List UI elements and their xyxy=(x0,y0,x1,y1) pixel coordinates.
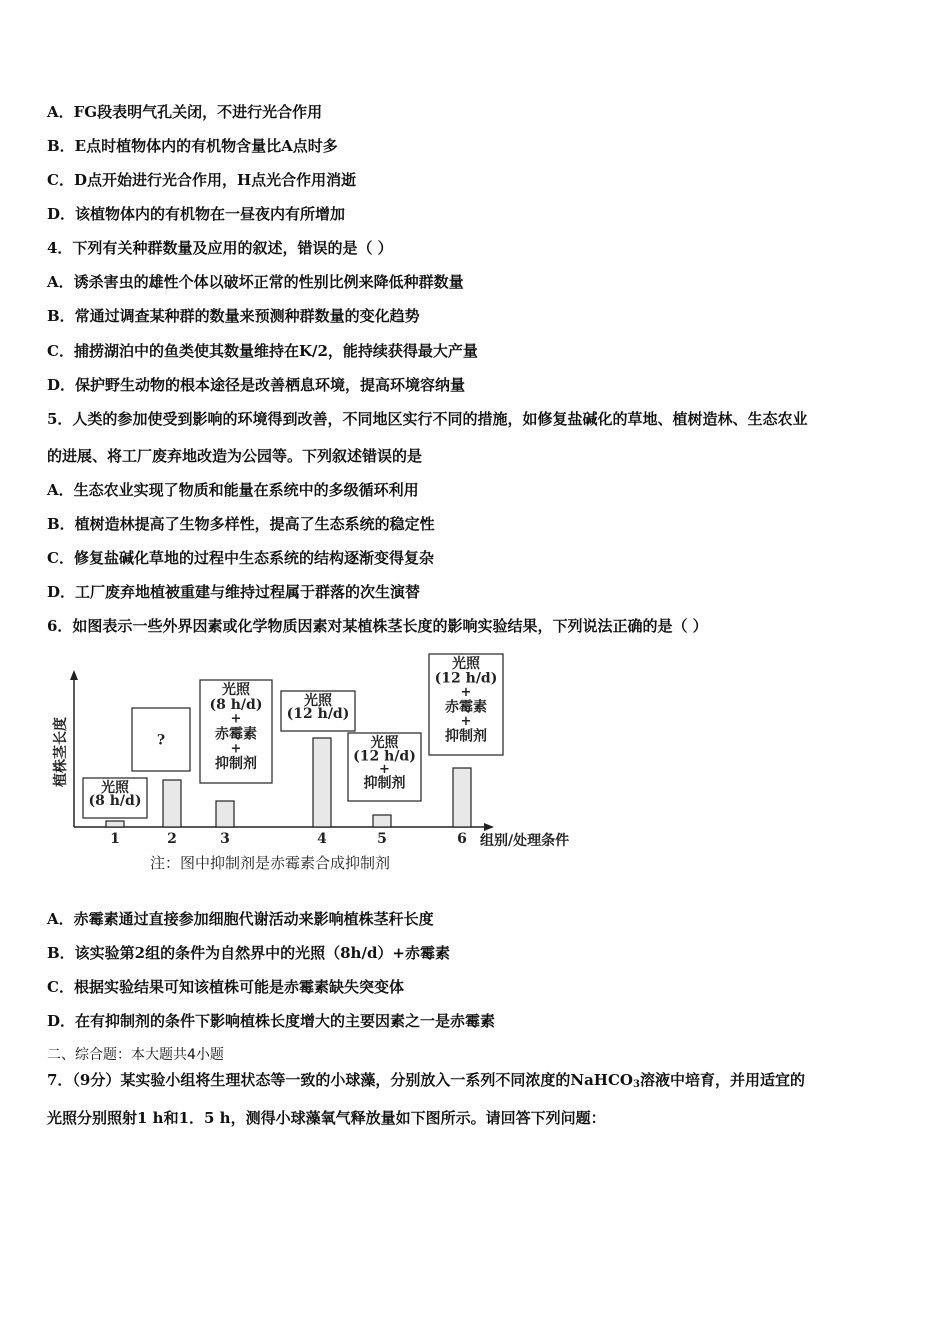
condition-box-1-line-1: (8 h/d) xyxy=(88,793,142,809)
y-axis-arrow-icon xyxy=(70,670,78,680)
group-tick-5: 5 xyxy=(377,831,387,847)
q6-option-c: C．根据实验结果可知该植株可能是赤霉素缺失突变体 xyxy=(47,978,404,996)
section-heading: 二、综合题：本大题共4小题 xyxy=(47,1047,224,1063)
q7-stem-line1-end: 溶液中培育，并用适宜的 xyxy=(639,1071,805,1089)
condition-box-6-line-5: 抑制剂 xyxy=(445,728,487,745)
condition-box-3-line-5: 抑制剂 xyxy=(215,756,257,773)
q4-stem: 4．下列有关种群数量及应用的叙述，错误的是（ ） xyxy=(47,239,393,257)
condition-boxes xyxy=(83,654,503,818)
group-tick-1: 1 xyxy=(110,831,120,847)
q4-option-a: A．诱杀害虫的雄性个体以破坏正常的性别比例来降低种群数量 xyxy=(47,273,464,291)
q6-option-b: B．该实验第2组的条件为自然界中的光照（8h/d）+赤霉素 xyxy=(47,944,450,962)
q7-subscript: 3 xyxy=(633,1079,640,1090)
q5-option-a: A．生态农业实现了物质和能量在系统中的多级循环利用 xyxy=(47,481,419,499)
q5-option-c: C．修复盐碱化草地的过程中生态系统的结构逐渐变得复杂 xyxy=(47,549,434,567)
q7-stem-line2: 光照分别照射1 h和1．5 h，测得小球藻氧气释放量如下图所示。请回答下列问题： xyxy=(47,1109,606,1127)
condition-box-6-line-4: + xyxy=(460,714,472,729)
bar-group-6 xyxy=(453,768,471,827)
condition-box-6-line-3: 赤霉素 xyxy=(445,699,487,716)
condition-box-6-line-2: + xyxy=(460,685,472,700)
group-tick-3: 3 xyxy=(220,831,230,847)
x-axis-label: 组别/处理条件 xyxy=(480,833,570,849)
bar-group-2 xyxy=(163,780,181,827)
condition-box-4-line-0: 光照 xyxy=(304,693,332,709)
condition-box-6-line-1: (12 h/d) xyxy=(434,670,498,687)
bar-group-1 xyxy=(106,821,124,827)
condition-box-2-line-0: ? xyxy=(156,732,166,749)
condition-box-6-line-0: 光照 xyxy=(452,656,480,672)
condition-box-3-line-0: 光照 xyxy=(222,682,250,698)
q4-option-b: B．常通过调查某种群的数量来预测种群数量的变化趋势 xyxy=(47,307,420,325)
condition-box-5-line-0: 光照 xyxy=(370,735,399,751)
q6-option-a: A．赤霉素通过直接参加细胞代谢活动来影响植株茎秆长度 xyxy=(47,910,434,928)
group-tick-labels xyxy=(110,831,467,847)
condition-box-3-line-2: + xyxy=(230,711,242,727)
condition-box-5-line-1: (12 h/d) xyxy=(353,748,416,765)
q3-option-d: D．该植物体内的有机物在一昼夜内有所增加 xyxy=(47,205,346,223)
bar-group-5 xyxy=(373,815,391,827)
y-axis-label: 植株茎长度 xyxy=(53,717,69,787)
condition-box-5-line-3: 抑制剂 xyxy=(363,775,406,792)
q5-option-d: D．工厂废弃地植被重建与维持过程属于群落的次生演替 xyxy=(47,583,421,601)
q4-option-c: C．捕捞湖泊中的鱼类使其数量维持在K/2，能持续获得最大产量 xyxy=(47,342,478,360)
q6-option-d: D．在有抑制剂的条件下影响植株长度增大的主要因素之一是赤霉素 xyxy=(47,1012,496,1030)
q3-option-c: C．D点开始进行光合作用，H点光合作用消逝 xyxy=(47,171,357,189)
condition-box-5-line-2: + xyxy=(379,762,390,777)
q6-stem: 6．如图表示一些外界因素或化学物质因素对某植株茎长度的影响实验结果，下列说法正确的是（ ） xyxy=(47,617,708,635)
q3-option-a: A．FG段表明气孔关闭，不进行光合作用 xyxy=(47,103,323,121)
figure-note: 注：图中抑制剂是赤霉素合成抑制剂 xyxy=(150,854,391,872)
condition-box-3-line-3: 赤霉素 xyxy=(215,726,257,743)
group-tick-4: 4 xyxy=(317,831,327,847)
condition-box-3-line-1: (8 h/d) xyxy=(209,696,263,713)
bar-group-4 xyxy=(313,738,331,827)
condition-box-4-line-1: (12 h/d) xyxy=(286,706,350,722)
stem-length-bar-figure xyxy=(50,652,610,877)
condition-box-1-line-0: 光照 xyxy=(101,780,129,796)
q7-stem-line1-start: 7．（9分）某实验小组将生理状态等一致的小球藻，分别放入一系列不同浓度的NaHCO xyxy=(47,1071,633,1089)
q5-stem-line1: 5．人类的参加使受到影响的环境得到改善，不同地区实行不同的措施，如修复盐碱化的草地、植树造林、生态农业 xyxy=(47,410,808,428)
q5-option-b: B．植树造林提高了生物多样性，提高了生态系统的稳定性 xyxy=(47,515,435,533)
condition-box-3-line-4: + xyxy=(230,741,242,757)
q7-stem-line1 xyxy=(47,1070,910,1095)
group-tick-6: 6 xyxy=(457,831,467,847)
group-tick-2: 2 xyxy=(167,831,177,847)
q3-option-b: B．E点时植物体内的有机物含量比A点时多 xyxy=(47,137,338,155)
q4-option-d: D．保护野生动物的根本途径是改善栖息环境，提高环境容纳量 xyxy=(47,376,466,394)
bar-group-3 xyxy=(216,801,234,827)
q5-stem-line2: 的进展、将工厂废弃地改造为公园等。下列叙述错误的是 xyxy=(47,447,423,465)
x-axis-arrow-icon xyxy=(484,823,494,831)
